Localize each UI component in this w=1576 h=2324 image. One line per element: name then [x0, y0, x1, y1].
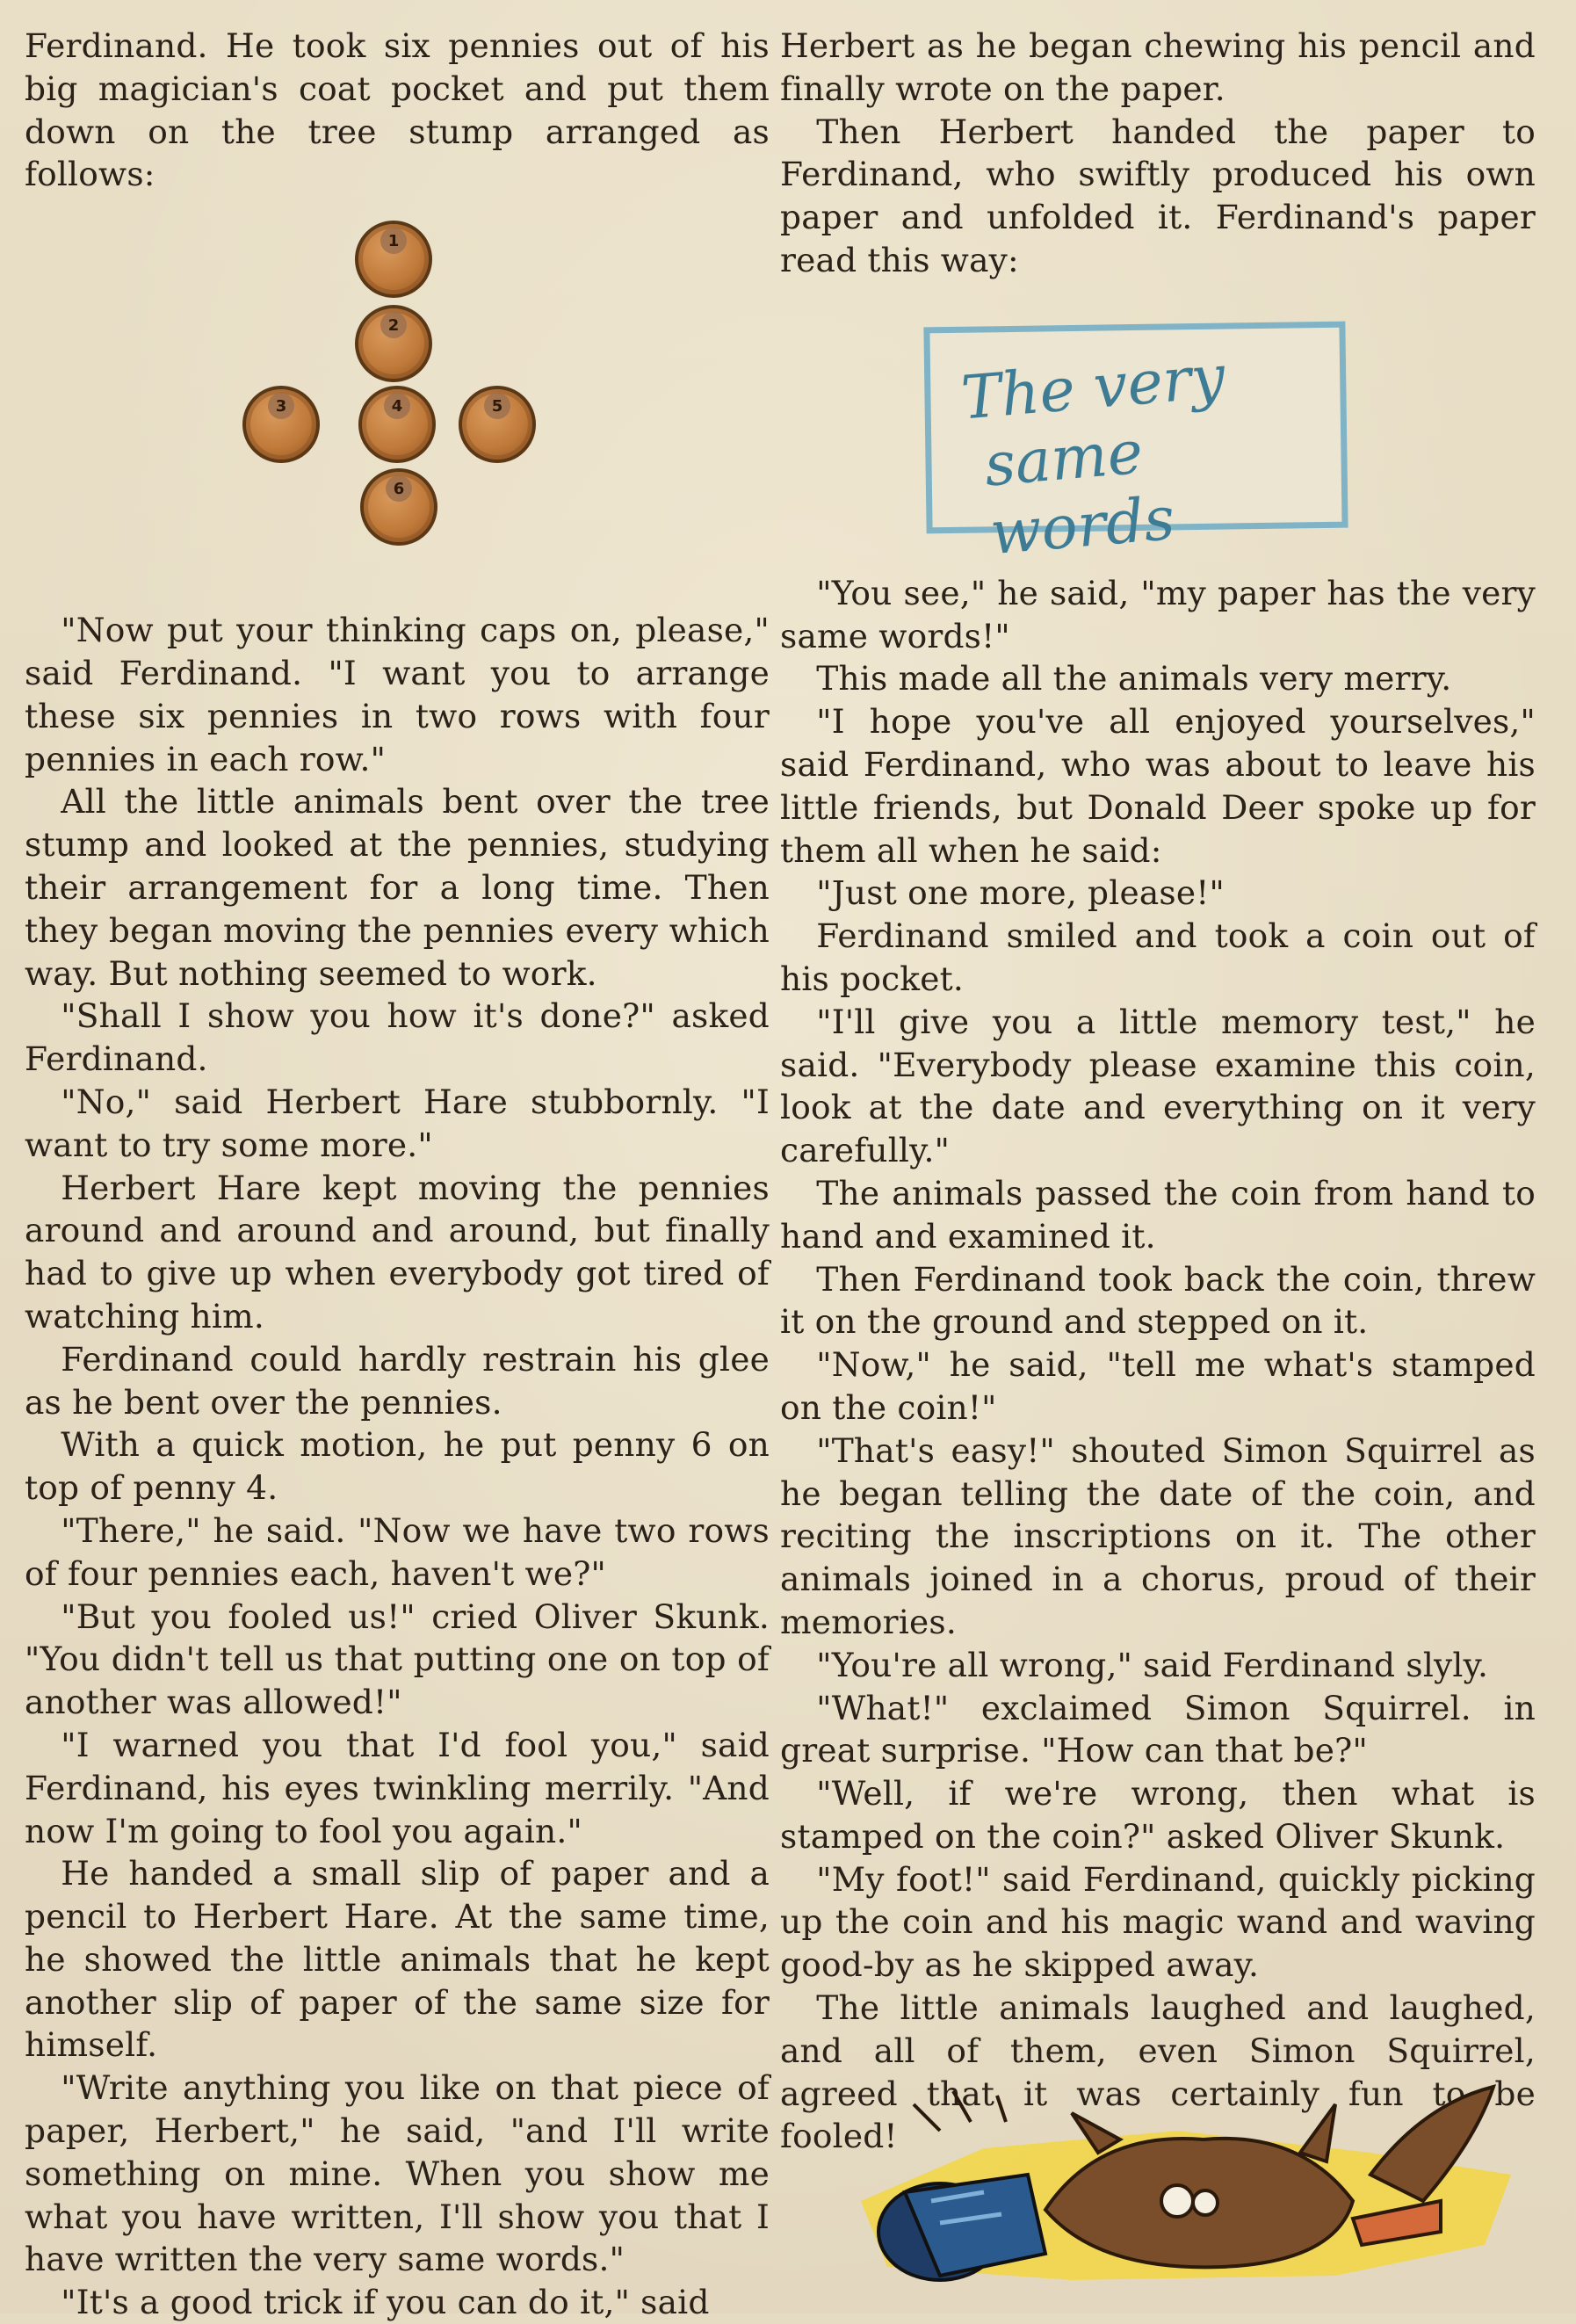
paragraph: Ferdinand. He took six pennies out of his big magician's coat pocket and put them down on the tree stump arranged as follows:	[25, 26, 770, 194]
paragraph: All the little animals bent over the tree stump and looked at the pennies, studying their arrangement for a long time. Then they began moving the pennies every which way. But nothing seemed to work.	[25, 782, 770, 993]
paragraph: "Now put your thinking caps on, please," said Ferdinand. "I want you to arrange these six pennies in two rows with four pennies in each row."	[25, 611, 770, 778]
note-line: same words	[981, 417, 1178, 569]
paragraph: This made all the animals very merry.	[816, 659, 1452, 699]
animal-illustration	[808, 2069, 1529, 2289]
paragraph: He handed a small slip of paper and a pencil to Herbert Hare. At the same time, he showed the little animals that he kept another slip of paper of the same size for himself.	[25, 1854, 770, 2065]
penny-4	[358, 386, 436, 463]
handwritten-note	[958, 334, 1343, 569]
paragraph: "Just one more, please!"	[816, 873, 1225, 913]
right-column	[780, 25, 1536, 2158]
paragraph: "Well, if we're wrong, then what is stamped on the coin?" asked Oliver Skunk.	[780, 1774, 1536, 1856]
penny-5	[459, 386, 536, 463]
penny-number: 6	[386, 475, 412, 502]
paragraph: Ferdinand could hardly restrain his glee as he bent over the pennies.	[25, 1339, 770, 1422]
paragraph: Herbert as he began chewing his pencil and finally wrote on the paper.	[780, 26, 1536, 108]
penny-6	[360, 468, 437, 546]
paragraph: "Shall I show you how it's done?" asked Ferdinand.	[25, 996, 770, 1079]
paragraph: "I warned you that I'd fool you," said Ferdinand, his eyes twinkling merrily. "And now I'm going to fool you again."	[25, 1725, 770, 1850]
penny-3	[242, 386, 320, 463]
penny-number: 5	[484, 393, 510, 419]
paragraph: "Now," he said, "tell me what's stamped on the coin!"	[780, 1345, 1536, 1427]
paragraph: "It's a good trick if you can do it," said	[61, 2283, 710, 2322]
penny-2	[355, 305, 432, 382]
paragraph: Herbert Hare kept moving the pennies around and around and around, but finally had to give up when everybody got tired of watching him.	[25, 1168, 770, 1336]
note-line: The very	[958, 342, 1228, 434]
paragraph: "What!" exclaimed Simon Squirrel. in great surprise. "How can that be?"	[780, 1688, 1536, 1770]
paragraph: Ferdinand smiled and took a coin out of his pocket.	[780, 916, 1536, 998]
paragraph: "Write anything you like on that piece of paper, Herbert," he said, "and I'll write something on mine. When you show me what you have written, I'll show you that I have written the very same words."	[25, 2068, 770, 2279]
paper-slip	[923, 321, 1348, 569]
paragraph: Then Herbert handed the paper to Ferdinand, who swiftly produced his own paper and unfolded it. Ferdinand's paper read this way:	[780, 112, 1536, 279]
paragraph: "You're all wrong," said Ferdinand slyly.	[816, 1645, 1489, 1684]
paragraph: "No," said Herbert Hare stubbornly. "I want to try some more."	[25, 1082, 770, 1164]
penny-number: 2	[380, 312, 407, 338]
penny-number: 3	[268, 393, 294, 419]
paragraph: The little animals laughed and laughed, and all of them, even Simon Squirrel, agreed that it was certainly fun to be fooled!	[780, 1988, 1536, 2156]
penny-number: 4	[384, 393, 410, 419]
paragraph: "You see," he said, "my paper has the very same words!"	[780, 573, 1536, 655]
paragraph: With a quick motion, he put penny 6 on top of penny 4.	[25, 1425, 770, 1508]
paper-note-illustration	[780, 282, 1536, 572]
penny-arrangement-diagram	[25, 196, 770, 609]
left-column	[25, 25, 770, 2324]
penny-1	[355, 221, 432, 298]
penny-number: 1	[380, 228, 407, 254]
motion-lines	[914, 2091, 1006, 2131]
paragraph: "That's easy!" shouted Simon Squirrel as he began telling the date of the coin, and reciting the inscriptions on it. The other animals joined in a chorus, proud of their memories.	[780, 1430, 1536, 1641]
paragraph: "My foot!" said Ferdinand, quickly picking up the coin and his magic wand and waving good-by as he skipped away.	[780, 1859, 1536, 1985]
paragraph: "There," he said. "Now we have two rows of four pennies each, haven't we?"	[25, 1510, 770, 1593]
paragraph: "I'll give you a little memory test," he said. "Everybody please examine this coin, look at the date and everything on it very carefully."	[780, 1002, 1536, 1170]
paragraph: "But you fooled us!" cried Oliver Skunk. "You didn't tell us that putting one on top of another was allowed!"	[25, 1596, 770, 1722]
paragraph: The animals passed the coin from hand to hand and examined it.	[780, 1173, 1536, 1256]
paragraph: Then Ferdinand took back the coin, threw it on the ground and stepped on it.	[780, 1259, 1536, 1342]
paragraph: "I hope you've all enjoyed yourselves," said Ferdinand, who was about to leave his little friends, but Donald Deer spoke up for them all when he said:	[780, 702, 1536, 870]
